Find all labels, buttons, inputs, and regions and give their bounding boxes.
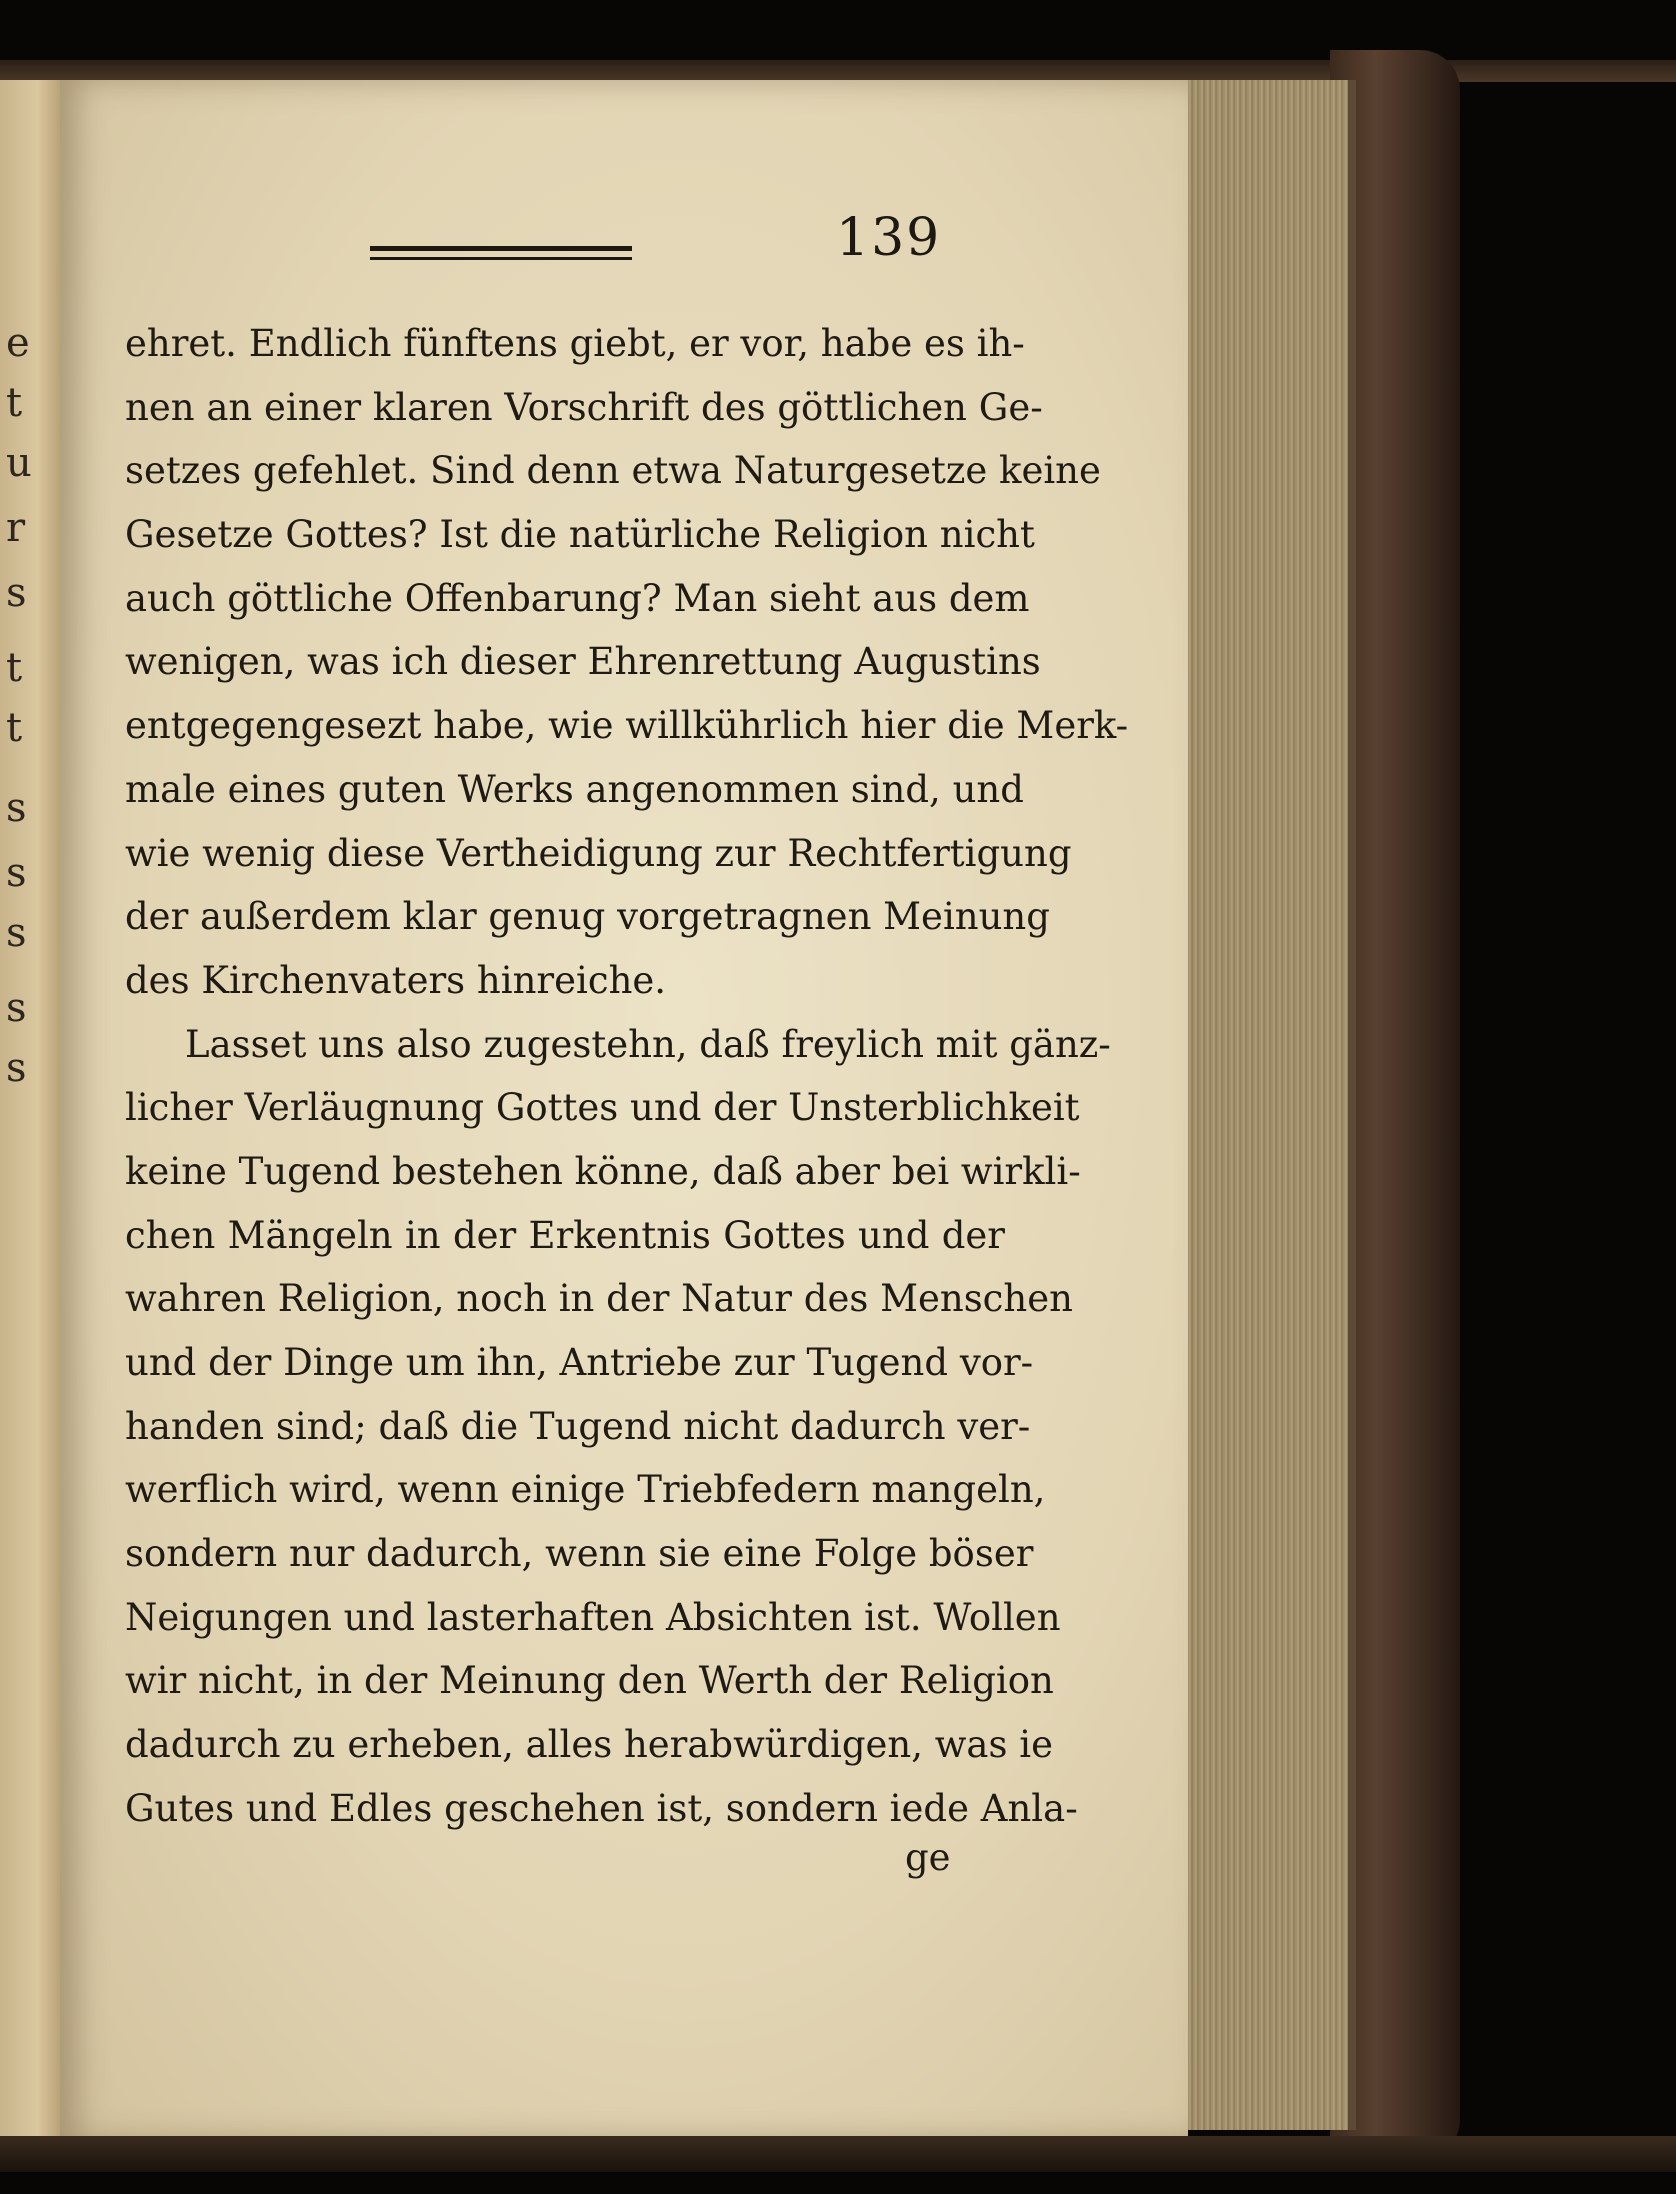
left-page-glyph: t (6, 705, 23, 751)
text-line: der außerdem klar genug vorgetragnen Meinung (125, 895, 1050, 939)
text-line: keine Tugend bestehen könne, daß aber bei wirkli- (125, 1149, 1081, 1193)
text-line: und der Dinge um ihn, Antriebe zur Tugend vor- (125, 1341, 1034, 1384)
text-line: dadurch zu erheben, alles herabwürdigen, was ie (125, 1723, 1053, 1767)
paragraph-start-line: Lasset uns also zugestehn, daß freylich mit gänz- (185, 1022, 1111, 1066)
book-cover-bottom (0, 2136, 1676, 2172)
left-page-glyph: s (6, 1045, 27, 1091)
text-line: wir nicht, in der Meinung den Werth der Religion (125, 1659, 1054, 1703)
text-line: Gutes und Edles geschehen ist, sondern iede Anla- (125, 1786, 1078, 1830)
text-line: entgegengesezt habe, wie willkührlich hier die Merk- (125, 704, 1129, 748)
text-line: ehret. Endlich fünftens giebt, er vor, habe es ih- (125, 322, 1025, 365)
text-line: setzes gefehlet. Sind denn etwa Naturgesetze keine (125, 449, 1101, 493)
text-line: licher Verläugnung Gottes und der Unsterblichkeit (125, 1086, 1080, 1130)
text-line: nen an einer klaren Vorschrift des göttlichen Ge- (125, 385, 1043, 429)
left-page-glyph: r (6, 505, 26, 551)
text-line: wie wenig diese Vertheidigung zur Rechtfertigung (125, 831, 1072, 875)
text-line: wenigen, was ich dieser Ehrenrettung Augustins (125, 640, 1041, 684)
text-line: werflich wird, wenn einige Triebfedern mangeln, (125, 1468, 1046, 1512)
text-line: Neigungen und lasterhaften Absichten ist. Wollen (125, 1595, 1061, 1639)
text-line: wahren Religion, noch in der Natur des Menschen (125, 1277, 1073, 1321)
page-block-edge (1188, 80, 1356, 2130)
body-text (125, 312, 1129, 1841)
text-line: auch göttliche Offenbarung? Man sieht aus dem (125, 576, 1030, 620)
text-line: male eines guten Werks angenommen sind, und (125, 767, 1024, 811)
left-page-glyph: s (6, 570, 27, 616)
left-page-glyph: u (6, 440, 32, 486)
text-line: sondern nur dadurch, wenn sie eine Folge böser (125, 1532, 1034, 1576)
left-page-glyph: s (6, 850, 27, 896)
left-page-glyph: s (6, 910, 27, 956)
previous-page-fragment (0, 80, 65, 2140)
header-rule (370, 246, 632, 260)
text-line: Gesetze Gottes? Ist die natürliche Religion nicht (125, 513, 1035, 557)
text-line: chen Mängeln in der Erkentnis Gottes und der (125, 1213, 1005, 1257)
left-page-glyph: t (6, 380, 23, 426)
page-number: 139 (836, 208, 942, 268)
left-page-glyph: s (6, 985, 27, 1031)
text-line: handen sind; daß die Tugend nicht dadurch ver- (125, 1404, 1031, 1448)
text-line: des Kirchenvaters hinreiche. (125, 958, 667, 1002)
catchword: ge (905, 1836, 951, 1879)
left-page-glyph: t (6, 645, 23, 691)
left-page-glyph: s (6, 785, 27, 831)
left-page-glyph: e (6, 320, 30, 366)
